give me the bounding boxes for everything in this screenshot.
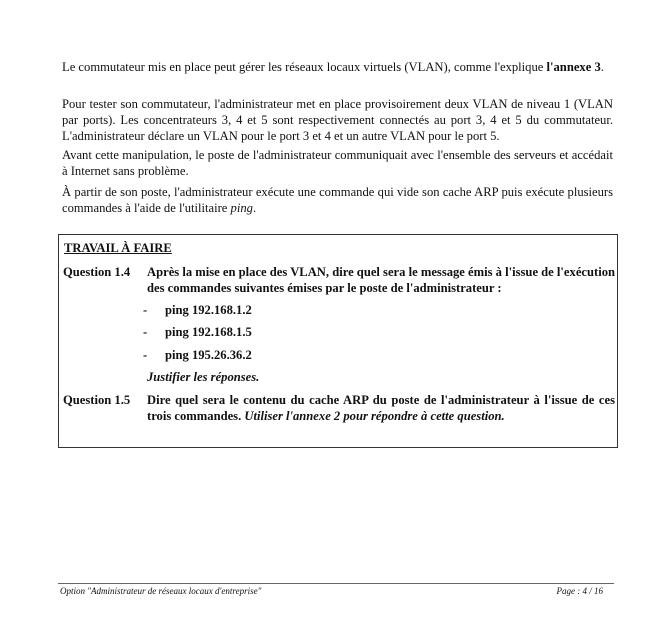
footer-option-title: Option "Administrateur de réseaux locaux d'entreprise" — [60, 586, 262, 596]
ping-command-3 — [143, 348, 252, 363]
ping-command-text: ping 192.168.1.5 — [165, 325, 252, 339]
list-dash: - — [143, 325, 148, 339]
paragraph-text: À partir de son poste, l'administrateur exécute une commande qui vide son cache ARP puis exécute plusieurs commandes à l'aide de l'utilitaire — [62, 185, 613, 215]
paragraph-before-manipulation: Avant cette manipulation, le poste de l'administrateur communiquait avec l'ensemble des serveurs et accédait à Internet sans problème. — [62, 148, 613, 178]
ping-command-2 — [143, 325, 252, 340]
annexe-2-instruction: Utiliser l'annexe 2 pour répondre à cette question. — [244, 409, 505, 423]
justify-instruction: Justifier les réponses. — [147, 370, 260, 384]
question-body: Dire quel sera le contenu du cache ARP du poste de l'administrateur à l'issue de ces trois commandes. — [147, 393, 615, 423]
paragraph-vlan-test: Pour tester son commutateur, l'administrateur met en place provisoirement deux VLAN de niveau 1 (VLAN par ports). Les concentrateurs 3, 4 et 5 sont respectivement connectés au port 3, 4 et 5 du commutateur. L'administrateur déclare un VLAN pour le port 3 et 4 et un autre VLAN pour le port 5. — [62, 97, 613, 143]
annexe-3-reference: l'annexe 3 — [546, 60, 601, 74]
paragraph-text: Le commutateur mis en place peut gérer les réseaux locaux virtuels (VLAN), comme l'explique — [62, 60, 547, 74]
question-label: Question 1.5 — [63, 393, 131, 407]
task-box — [58, 234, 618, 448]
ping-command-1 — [143, 303, 252, 318]
task-title: TRAVAIL À FAIRE — [64, 241, 172, 255]
question-label: Question 1.4 — [63, 265, 131, 279]
ping-command-text: ping 192.168.1.2 — [165, 303, 252, 317]
ping-utility-name: ping — [230, 201, 253, 215]
question-text — [147, 392, 615, 424]
paragraph-vlan-intro — [62, 59, 613, 75]
list-dash: - — [143, 348, 148, 362]
footer-divider — [58, 583, 614, 584]
paragraph-end: . — [252, 201, 257, 215]
list-dash: - — [143, 303, 148, 317]
footer-page-number: Page : 4 / 16 — [556, 586, 603, 596]
ping-command-text: ping 195.26.36.2 — [165, 348, 252, 362]
question-text: Après la mise en place des VLAN, dire quel sera le message émis à l'issue de l'exécution des commandes suivantes émises par le poste de l'administrateur : — [147, 265, 615, 295]
paragraph-end: . — [600, 60, 604, 74]
paragraph-ping-commands — [62, 184, 613, 216]
